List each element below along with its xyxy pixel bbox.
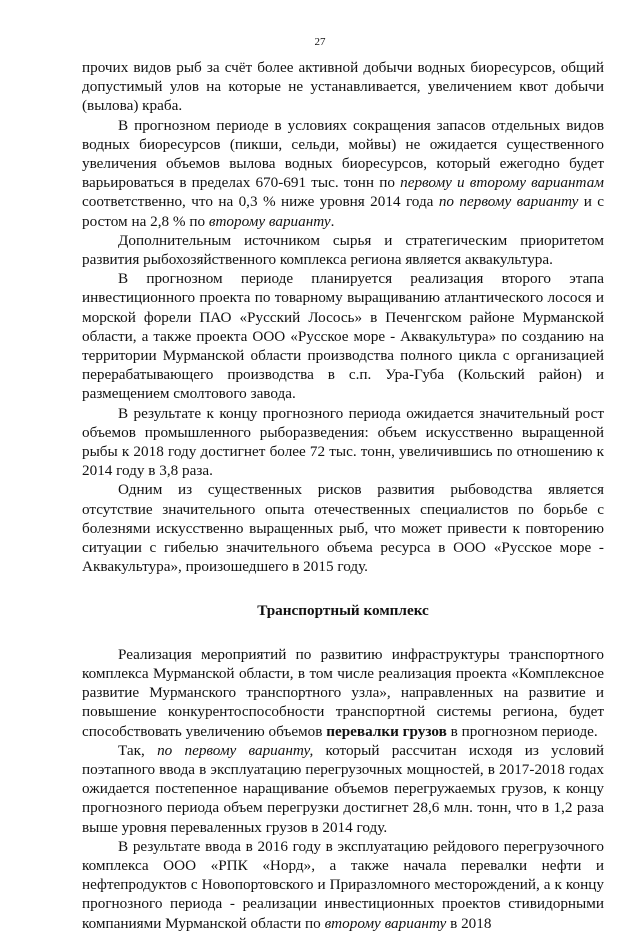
page-number: 27 (314, 36, 326, 48)
italic-span: по первому варианту, (157, 741, 314, 759)
paragraph-aquaculture-projects: В прогнозном периоде планируется реализация второго этапа инвестиционного проекта по товарному выращиванию атлантического лосося и морской форели ПАО «Русский Лосось» в Печенгском районе Мурманской области, а также проекта ООО «Русское море - Аквакультура» по созданию на территории Мурманской области производства полного цикла с организацией перерабатывающего производства в с.п. Ура-Губа (Кольский район) и размещением смолтового завода. (82, 270, 604, 403)
italic-span: второму варианту (324, 914, 447, 932)
text-span: в 2018 (446, 914, 492, 932)
paragraph-aquaculture-priority: Дополнительным источником сырья и стратегическим приоритетом развития рыбохозяйственного комплекса региона является аквакультура. (82, 231, 604, 269)
paragraph-forecast-catch (82, 116, 604, 231)
paragraph-transport-infrastructure (82, 645, 604, 741)
paragraph-second-variant-cargo (82, 837, 604, 933)
text-span: в прогнозном периоде. (446, 722, 598, 740)
document-body (82, 58, 604, 933)
text-span: Так, (118, 741, 158, 759)
bold-span: перевалки грузов (326, 722, 447, 740)
section-heading-transport: Транспортный комплекс (257, 602, 429, 620)
italic-span: по первому варианту (438, 193, 579, 211)
italic-span: второму варианту (208, 212, 331, 230)
text-span: В результате ввода в 2016 году в эксплуатацию рейдового перегрузочного комплекса ООО «РПК «Норд», а также начала перевалки нефти и нефтепродуктов с Новопортовского и Приразломного месторождений, а к концу прогнозного периода - реализации инвестиционных проектов стивидорными компаниями Мурманской области по (82, 837, 604, 932)
text-span: . (330, 212, 335, 230)
paragraph-fish-farming-growth: В результате к концу прогнозного периода ожидается значительный рост объемов промышленного рыборазведения: объем искусственно выращенной рыбы к 2018 году достигнет более 72 тыс. тонн, увеличившись по отношению к 2014 году в 3,8 раза. (82, 404, 604, 480)
text-span: который рассчитан исходя из условий поэтапного ввода в эксплуатацию перегрузочных мощностей, в 2017-2018 годах ожидается постепенное наращивание объемов перегружаемых грузов, к концу прогнозного периода объем перегрузки достигнет 28,6 млн. тонн, что в 1,2 раза выше уровня переваленных грузов в 2014 году. (82, 741, 604, 836)
text-span: и с ростом на 2,8 % по (82, 193, 604, 230)
paragraph-first-variant-cargo (82, 741, 604, 837)
paragraph-fish-farming-risks: Одним из существенных рисков развития рыбоводства является отсутствие значительного опыта отечественных специалистов по борьбе с болезнями искусственно выращенных рыб, что может привести к повторению ситуации с гибелью значительного объема ресурса в ООО «Русское море - Аквакультура», произошедшего в 2015 году. (82, 481, 604, 576)
text-span: В прогнозном периоде в условиях сокращения запасов отдельных видов водных биоресурсов (пикши, сельди, мойвы) не ожидается существенного увеличения объемов вылова водных биоресурсов, который ежегодно будет варьироваться в пределах 670-691 тыс. тонн по (82, 116, 604, 192)
text-span: Реализация мероприятий по развитию инфраструктуры транспортного комплекса Мурманской области, в том числе реализация проекта «Комплексное развитие Мурманского транспортного узла», направленных на развитие и повышение конкурентоспособности транспортной системы региона, будет способствовать увеличению объемов (82, 645, 604, 740)
italic-span: первому и второму вариантам (400, 174, 604, 192)
text-span: соответственно, что на 0,3 % ниже уровня 2014 года (82, 193, 439, 211)
paragraph-fish-catch-continued: прочих видов рыб за счёт более активной добычи водных биоресурсов, общий допустимый улов на которые не устанавливается, увеличением квот добычи (вылова) краба. (82, 59, 604, 115)
